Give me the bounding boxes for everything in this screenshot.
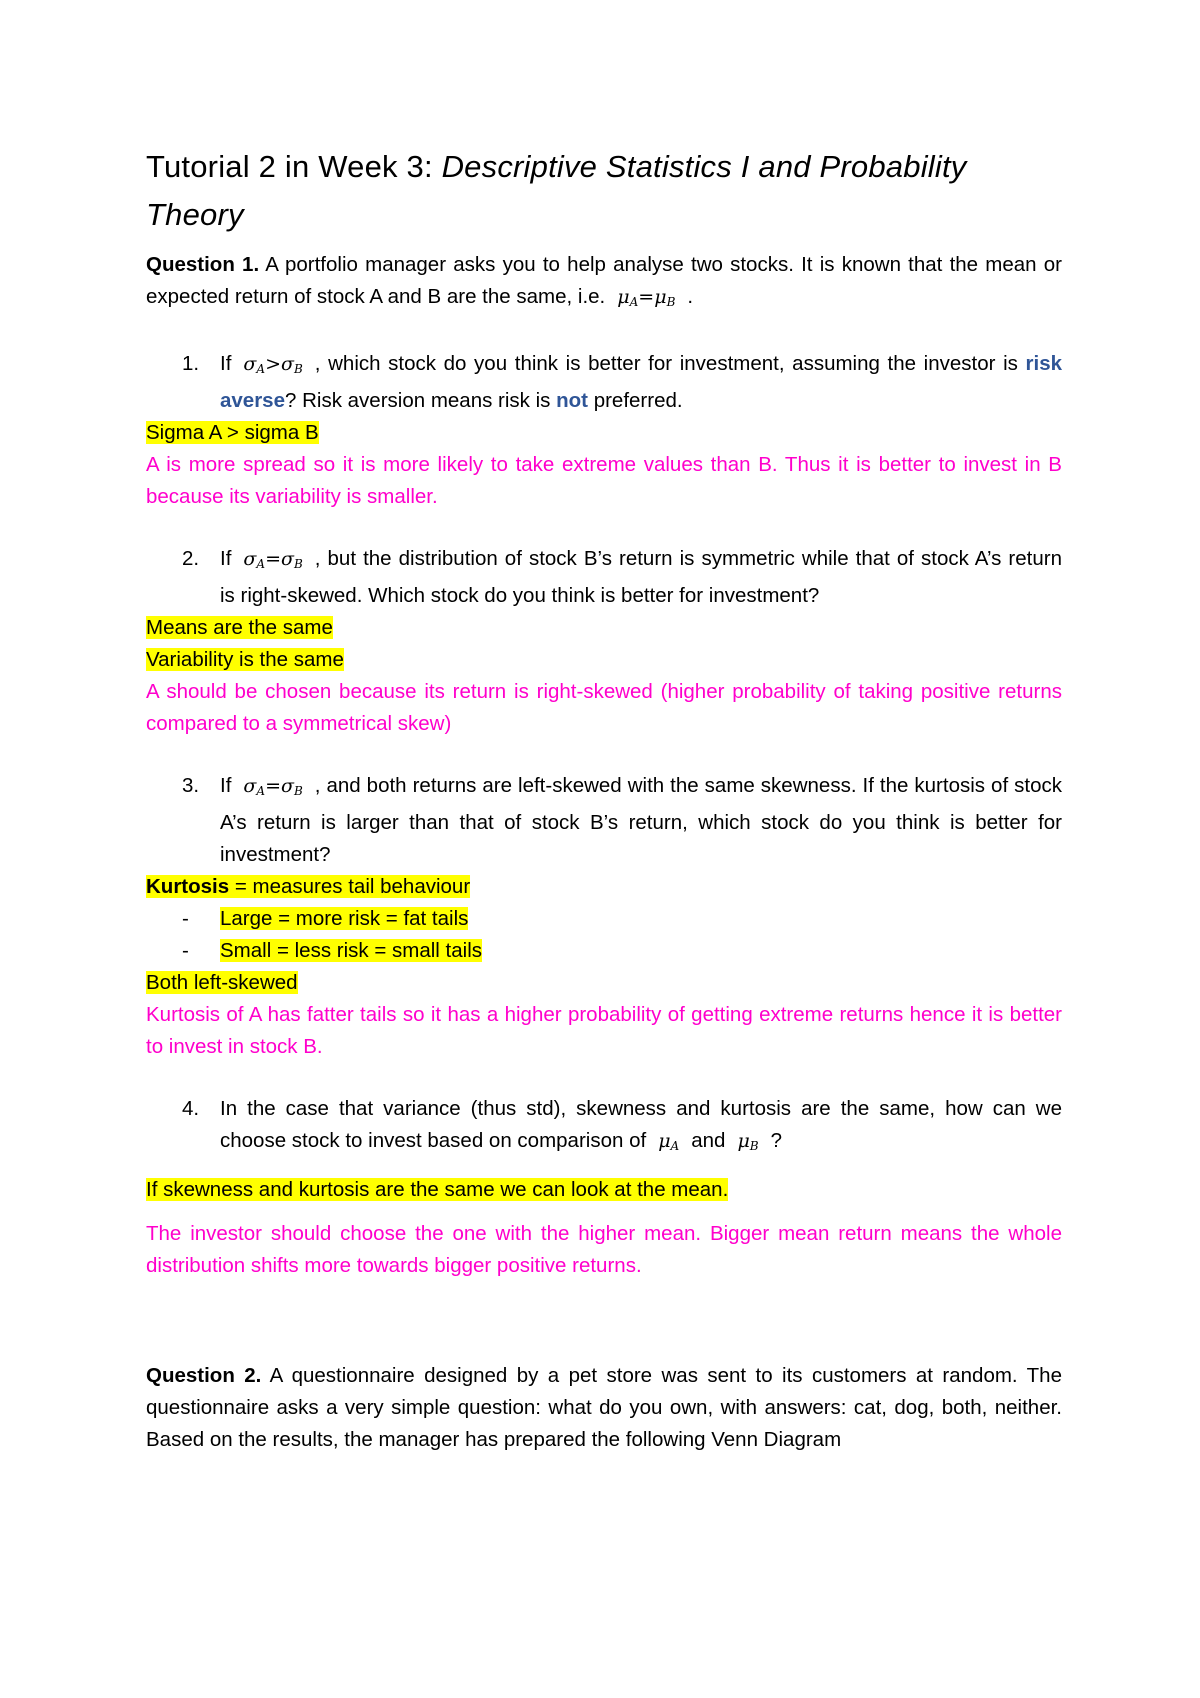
highlight-note: Means are the same [146, 616, 333, 639]
question-1-end: . [687, 285, 694, 308]
formula-sigma-a-gt-sigma-b: $\sigma_A>\sigma_B$ [243, 353, 303, 376]
highlight-note: Small = less risk = small tails [220, 939, 483, 962]
question-1-intro [146, 249, 1062, 318]
highlight-note: Both left-skewed [146, 971, 298, 994]
highlight-note: Variability is the same [146, 648, 344, 671]
formula-mu-b: $\mu_B$ [737, 1130, 759, 1153]
answer-text: Kurtosis of A has fatter tails so it has a higher probability of getting extreme returns hence it is better to invest in stock B. [146, 1003, 1062, 1058]
item-text: If [220, 774, 232, 797]
kurtosis-label: Kurtosis [146, 875, 230, 898]
question-1-text: A portfolio manager asks you to help analyse two stocks. It is known that the mean or expected return of stock A and B are the same, i.e. [146, 253, 1063, 308]
emphasis-risk-averse: risk averse [220, 352, 1062, 412]
highlight-note [146, 875, 470, 898]
title-prefix: Tutorial 2 in Week 3: [146, 149, 442, 184]
title-italic: Descriptive Statistics I and Probability Theory [146, 149, 967, 232]
item-text: , and both returns are left-skewed with the same skewness. If the kurtosis of stock A’s return is larger than that of stock B’s return, which stock do you think is better for investment? [220, 774, 1062, 866]
item-text: In the case that variance (thus std), skewness and kurtosis are the same, how can we choose stock to invest based on comparison of [220, 1097, 1062, 1152]
formula-mu-a-eq-mu-b: $\mu_A=\mu_B$ [617, 286, 676, 309]
item-text: , which stock do you think is better for investment, assuming the investor is [314, 352, 1026, 375]
dash-marker: - [182, 939, 189, 962]
question-2-text: A questionnaire designed by a pet store was sent to its customers at random. The questionnaire asks a very simple question: what do you own, with answers: cat, dog, both, neither. Based on the results, the manager has prepared the following Venn Diagram [146, 1364, 1062, 1451]
dash-item [146, 935, 1062, 967]
question-1-part-1 [146, 348, 1062, 417]
question-2-label: Question 2. [146, 1364, 262, 1387]
item-text: ? Risk aversion means risk is [284, 389, 557, 412]
item-text: ? [770, 1129, 783, 1152]
document-content [146, 143, 1062, 1456]
highlight-note: If skewness and kurtosis are the same we can look at the mean. [146, 1178, 729, 1201]
question-1-part-4 [146, 1093, 1062, 1162]
item-text: If [220, 352, 232, 375]
answer-text: The investor should choose the one with the higher mean. Bigger mean return means the whole distribution shifts more towards bigger positive returns. [146, 1222, 1062, 1277]
answer-text: A should be chosen because its return is right-skewed (higher probability of taking positive returns compared to a symmetrical skew) [146, 680, 1062, 735]
emphasis-not: not [556, 389, 588, 412]
item-text: and [691, 1129, 726, 1152]
question-2 [146, 1360, 1062, 1456]
question-1-part-3 [146, 770, 1062, 871]
item-number: 2. [182, 547, 200, 570]
question-1-label: Question 1. [146, 253, 260, 276]
kurtosis-definition: = measures tail behaviour [229, 875, 471, 898]
highlight-note: Large = more risk = fat tails [220, 907, 469, 930]
item-number: 3. [182, 774, 200, 797]
formula-mu-a: $\mu_A$ [658, 1130, 680, 1153]
question-1-part-2 [146, 543, 1062, 612]
dash-item [146, 903, 1062, 935]
formula-sigma-a-eq-sigma-b: $\sigma_A=\sigma_B$ [243, 775, 303, 798]
item-text: , but the distribution of stock B’s return is symmetric while that of stock A’s return is right-skewed. Which stock do you think is better for investment? [220, 547, 1062, 607]
item-text: preferred. [588, 389, 683, 412]
item-text: If [220, 547, 232, 570]
page-title [146, 143, 1062, 239]
dash-marker: - [182, 907, 189, 930]
item-number: 4. [182, 1097, 200, 1120]
answer-text: A is more spread so it is more likely to take extreme values than B. Thus it is better to invest in B because its variability is smaller. [146, 453, 1062, 508]
highlight-note: Sigma A > sigma B [146, 421, 319, 444]
item-number: 1. [182, 352, 200, 375]
formula-sigma-a-eq-sigma-b: $\sigma_A=\sigma_B$ [243, 548, 303, 571]
